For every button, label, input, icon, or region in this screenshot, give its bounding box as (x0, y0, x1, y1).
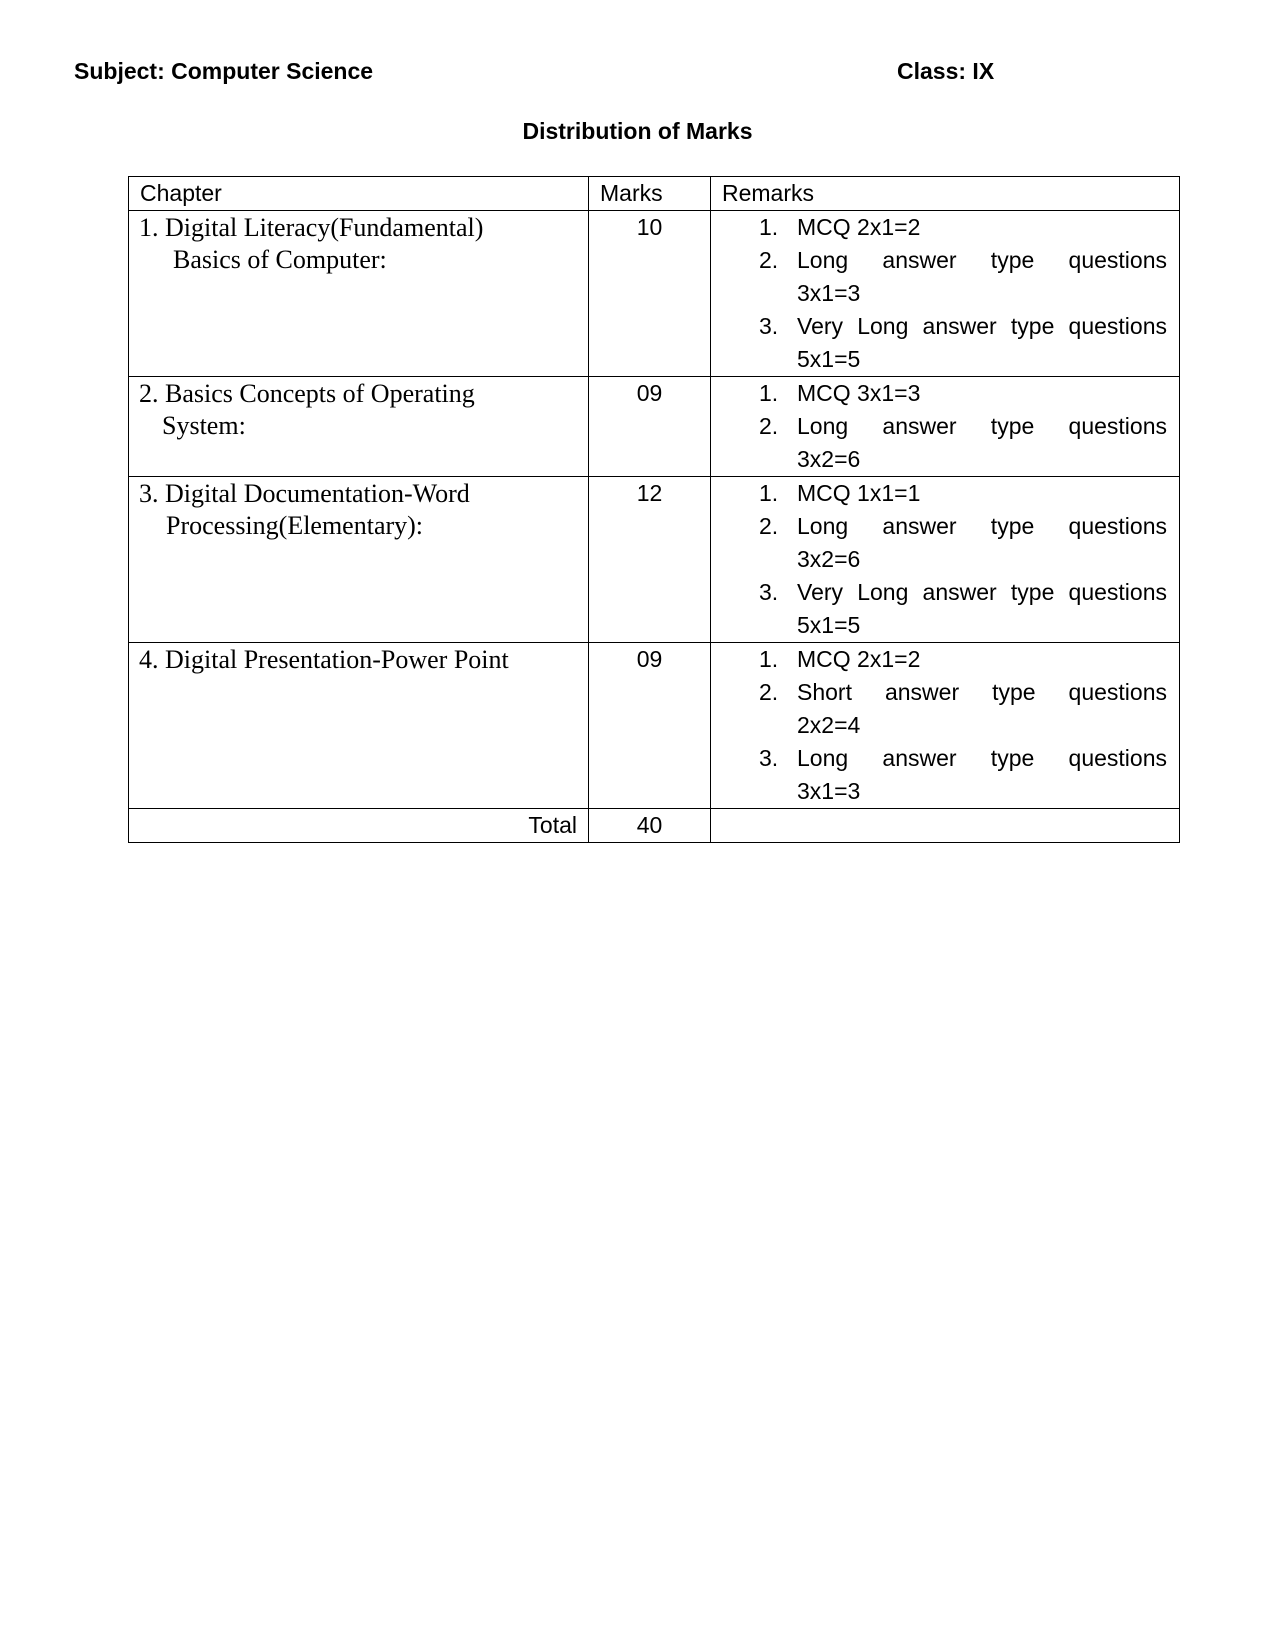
subject-label: Subject: Computer Science (74, 58, 374, 84)
remarks-item-number: 1. (759, 480, 779, 506)
remarks-item (711, 410, 1167, 476)
remarks-item-text: Long answer type questions (797, 513, 1167, 539)
total-label: Total (129, 809, 589, 843)
remarks-item-marks: 3x2=6 (797, 446, 861, 472)
chapter-subtitle: Processing(Elementary): (166, 511, 424, 540)
remarks-item-text: Long answer type questions (797, 247, 1167, 273)
total-remarks-empty (711, 809, 1180, 843)
remarks-item-text: MCQ 2x1=2 (797, 214, 921, 240)
remarks-item-number: 2. (759, 247, 779, 273)
remarks-item-text: Short answer type questions (797, 679, 1167, 705)
marks-distribution-table (128, 176, 1180, 843)
remarks-item-marks: 3x1=3 (797, 280, 861, 306)
marks-cell: 10 (589, 211, 711, 377)
table-header-row (129, 177, 1180, 211)
remarks-item (711, 244, 1167, 310)
total-marks: 40 (589, 809, 711, 843)
chapter-subtitle: Basics of Computer: (173, 245, 387, 274)
chapter-title: 2. Basics Concepts of Operating (139, 379, 475, 408)
remarks-item-number: 3. (759, 745, 779, 771)
chapter-cell (129, 211, 589, 377)
remarks-item-text: Very Long answer type questions (797, 313, 1167, 339)
remarks-item-marks: 3x1=3 (797, 778, 861, 804)
remarks-cell (711, 643, 1180, 809)
remarks-item-number: 1. (759, 380, 779, 406)
remarks-item-text: Very Long answer type questions (797, 579, 1167, 605)
remarks-item (711, 742, 1167, 808)
remarks-list (711, 377, 1167, 476)
remarks-item-text: MCQ 1x1=1 (797, 480, 921, 506)
marks-cell: 12 (589, 477, 711, 643)
remarks-item-text: MCQ 3x1=3 (797, 380, 921, 406)
remarks-item-number: 1. (759, 646, 779, 672)
remarks-item (711, 310, 1167, 376)
column-header-chapter: Chapter (129, 177, 589, 211)
remarks-item (711, 377, 1167, 410)
remarks-item-text: Long answer type questions (797, 745, 1167, 771)
chapter-title: 4. Digital Presentation-Power Point (139, 645, 509, 674)
chapter-cell (129, 477, 589, 643)
chapter-title: 1. Digital Literacy(Fundamental) (139, 213, 484, 242)
class-label: Class: IX (897, 58, 995, 84)
remarks-item-text: MCQ 2x1=2 (797, 646, 921, 672)
remarks-item (711, 676, 1167, 742)
remarks-cell (711, 211, 1180, 377)
chapter-cell (129, 377, 589, 477)
remarks-item-number: 3. (759, 579, 779, 605)
remarks-cell (711, 377, 1180, 477)
column-header-remarks: Remarks (711, 177, 1180, 211)
remarks-cell (711, 477, 1180, 643)
table-row (129, 477, 1180, 643)
remarks-list (711, 211, 1167, 376)
remarks-item (711, 576, 1167, 642)
remarks-item-number: 2. (759, 679, 779, 705)
remarks-list (711, 643, 1167, 808)
remarks-item (711, 643, 1167, 676)
remarks-item-marks: 5x1=5 (797, 346, 861, 372)
remarks-item-number: 1. (759, 214, 779, 240)
chapter-title: 3. Digital Documentation-Word (139, 479, 470, 508)
remarks-item-text: Long answer type questions (797, 413, 1167, 439)
remarks-item (711, 477, 1167, 510)
column-header-marks: Marks (589, 177, 711, 211)
remarks-item-marks: 5x1=5 (797, 612, 861, 638)
table-row (129, 377, 1180, 477)
remarks-item-number: 2. (759, 413, 779, 439)
remarks-item-marks: 2x2=4 (797, 712, 861, 738)
chapter-cell (129, 643, 589, 809)
marks-cell: 09 (589, 377, 711, 477)
total-row (129, 809, 1180, 843)
chapter-subtitle: System: (162, 411, 246, 440)
table-row (129, 211, 1180, 377)
remarks-item-number: 3. (759, 313, 779, 339)
table-row (129, 643, 1180, 809)
remarks-list (711, 477, 1167, 642)
remarks-item (711, 211, 1167, 244)
remarks-item-number: 2. (759, 513, 779, 539)
page-title: Distribution of Marks (522, 118, 753, 144)
remarks-item-marks: 3x2=6 (797, 546, 861, 572)
remarks-item (711, 510, 1167, 576)
marks-cell: 09 (589, 643, 711, 809)
